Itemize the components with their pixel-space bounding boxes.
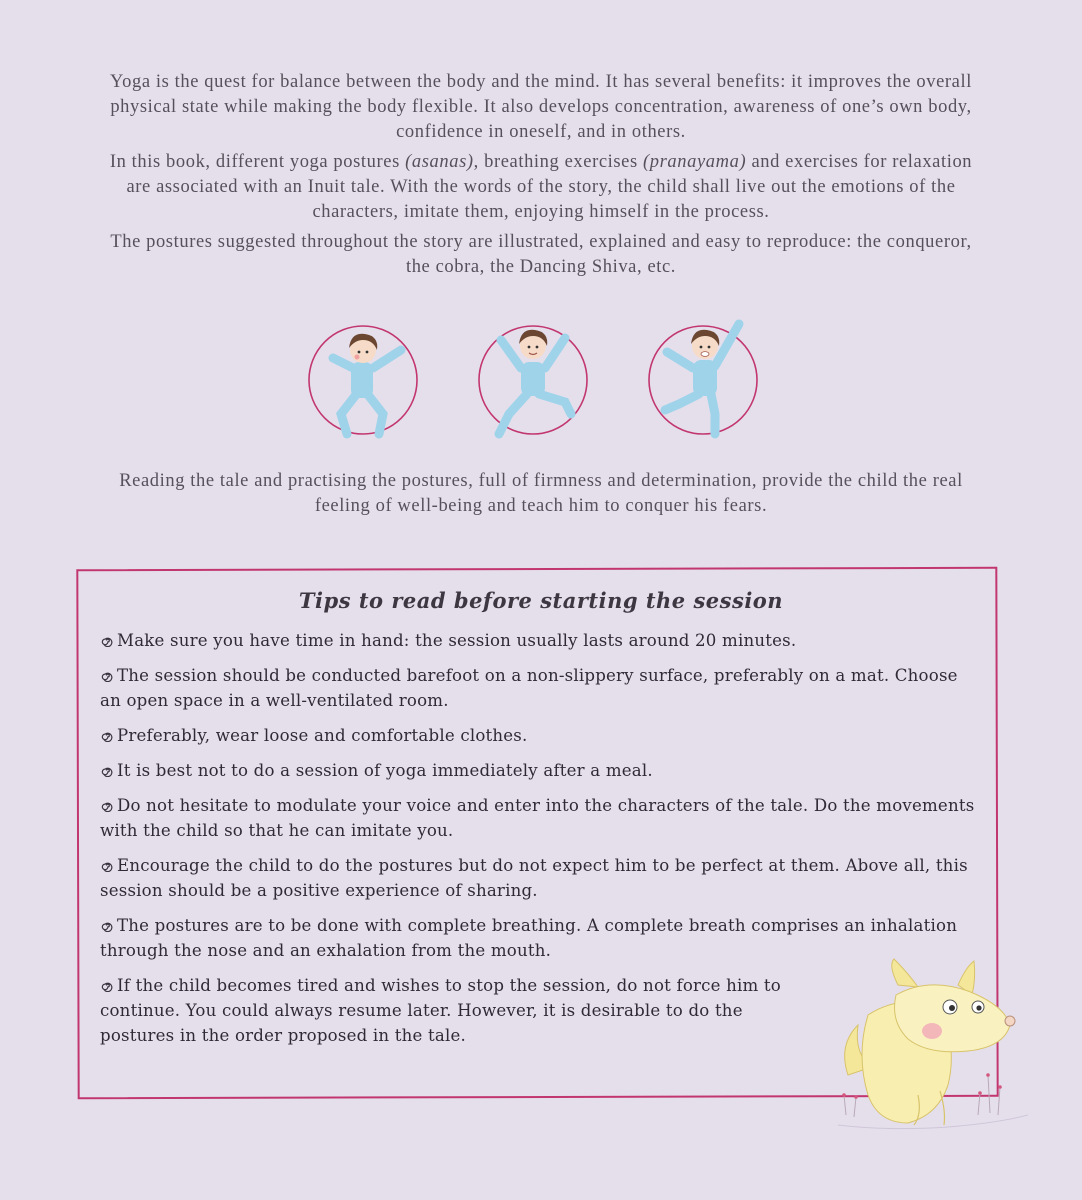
intro-p2-part-c: and exercises for relaxation are associated with an Inuit tale. With the words of the story, the child shall live out the emotions of the characters, imitate them, enjoying himself in the process. xyxy=(126,152,973,222)
spiral-bullet-icon xyxy=(100,859,113,872)
tip-item xyxy=(100,663,980,713)
puppy-illustration xyxy=(828,955,1038,1145)
tips-title: Tips to read before starting the session xyxy=(298,588,784,613)
spiral-bullet-icon xyxy=(100,764,113,777)
spiral-bullet-icon xyxy=(100,919,113,932)
intro-paragraph-1: Yoga is the quest for balance between the body and the mind. It has several benefits: it improves the overall physical state while making the body flexible. It also develops concentration, awareness of one’s own body, confidence in oneself, and in others. xyxy=(110,72,972,142)
asanas-term: (asanas) xyxy=(405,152,474,172)
intro-paragraph-3: The postures suggested throughout the story are illustrated, explained and easy to reproduce: the conqueror, the cobra, the Dancing Shiva, etc. xyxy=(110,232,972,277)
yoga-figures xyxy=(0,310,1082,450)
tip-text: Preferably, wear loose and comfortable clothes. xyxy=(117,726,528,745)
intro-p2-part-a: In this book, different yoga postures xyxy=(109,152,406,172)
tip-item xyxy=(100,628,980,653)
intro-p2-part-b: , breathing exercises xyxy=(473,152,644,172)
intro-text xyxy=(100,70,982,285)
pranayama-term: (pranayama) xyxy=(643,152,747,172)
yoga-figure-2-illustration xyxy=(473,310,593,446)
tip-text: If the child becomes tired and wishes to stop the session, do not force him to continue. You could always resume later. However, it is desirable to do the postures in the order proposed in the tale. xyxy=(100,976,781,1045)
tip-item xyxy=(100,758,980,783)
spiral-bullet-icon xyxy=(100,634,113,647)
yoga-figure-3-illustration xyxy=(643,310,763,446)
tip-text: Encourage the child to do the postures but do not expect him to be perfect at them. Above all, this session should be a positive experience of sharing. xyxy=(100,856,968,900)
tip-item xyxy=(100,853,980,903)
spiral-bullet-icon xyxy=(100,979,113,992)
spiral-bullet-icon xyxy=(100,729,113,742)
tip-text: The postures are to be done with complete breathing. A complete breath comprises an inhalation through the nose and an exhalation from the mouth. xyxy=(100,916,958,960)
tip-item xyxy=(100,973,820,1048)
tip-text: The session should be conducted barefoot on a non-slippery surface, preferably on a mat. Choose an open space in a well-ventilated room. xyxy=(100,666,958,710)
tip-text: Make sure you have time in hand: the session usually lasts around 20 minutes. xyxy=(117,631,797,650)
tip-item xyxy=(100,723,980,748)
tip-item xyxy=(100,793,980,843)
tip-text: Do not hesitate to modulate your voice and enter into the characters of the tale. Do the movements with the child so that he can imitate you. xyxy=(100,796,975,840)
tip-text: It is best not to do a session of yoga immediately after a meal. xyxy=(117,761,653,780)
spiral-bullet-icon xyxy=(100,669,113,682)
spiral-bullet-icon xyxy=(100,799,113,812)
closing-paragraph: Reading the tale and practising the postures, full of firmness and determination, provide the child the real feeling of well-being and teach him to conquer his fears. xyxy=(119,471,963,516)
yoga-figure-1-illustration xyxy=(303,310,423,446)
intro-paragraph-2 xyxy=(100,150,982,225)
